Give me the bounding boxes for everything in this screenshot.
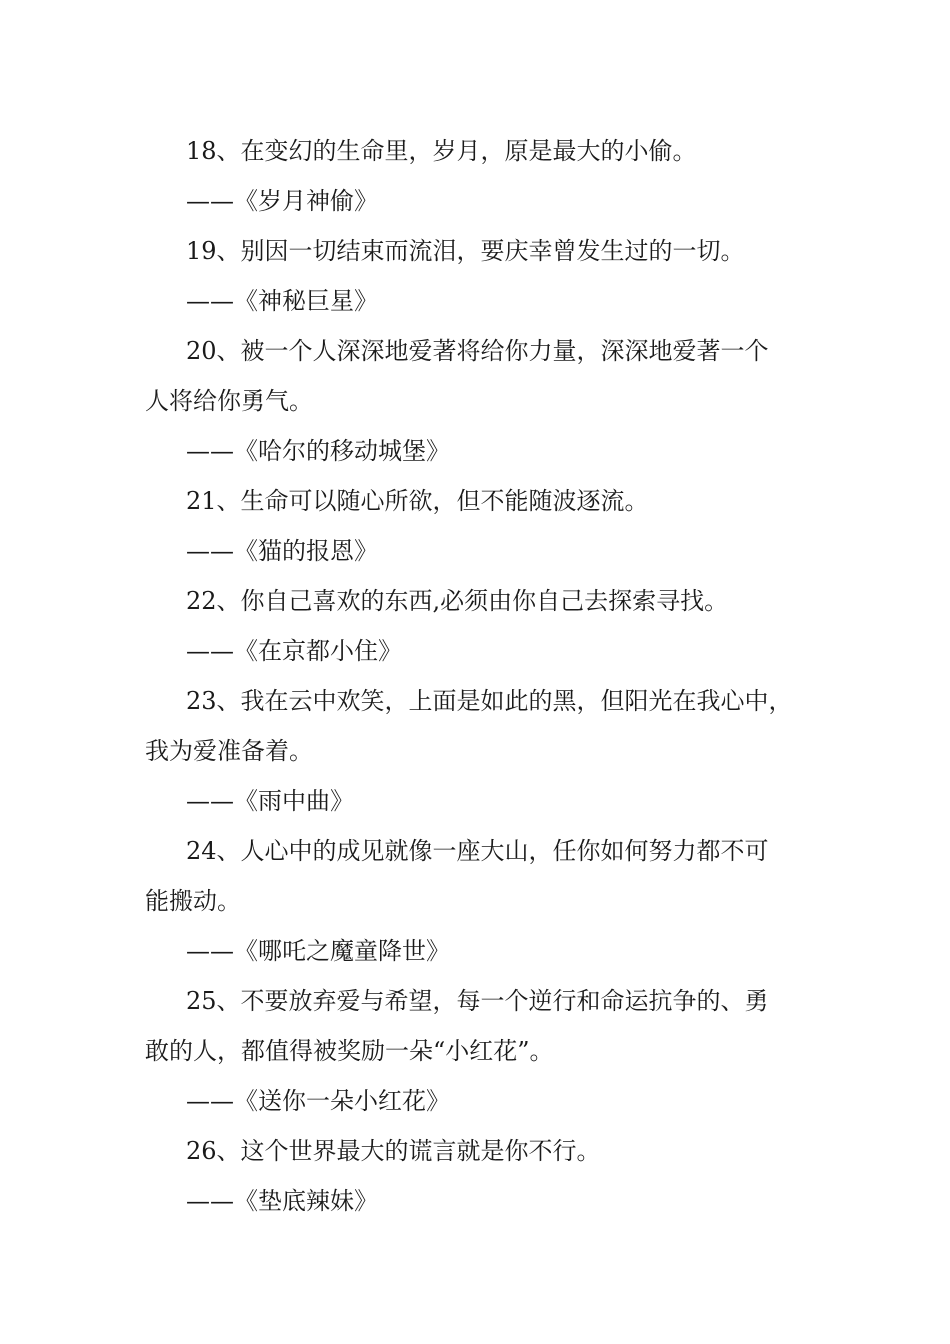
quote-21-source: ——《猫的报恩》 xyxy=(186,537,378,565)
quote-24-source: ——《哪吒之魔童降世》 xyxy=(186,937,450,965)
quote-18-source: ——《岁月神偷》 xyxy=(186,187,378,215)
quote-20-source: ——《哈尔的移动城堡》 xyxy=(186,437,450,465)
quote-21-text: 21、生命可以随心所欲，但不能随波逐流。 xyxy=(186,487,649,515)
quote-23-text: 23、我在云中欢笑，上面是如此的黑，但阳光在我心中， xyxy=(186,687,793,715)
quote-24-text: 24、人心中的成见就像一座大山，任你如何努力都不可 xyxy=(186,837,769,865)
quote-26-text: 26、这个世界最大的谎言就是你不行。 xyxy=(186,1137,601,1165)
quote-20-text: 20、被一个人深深地爱著将给你力量，深深地爱著一个 xyxy=(186,337,769,365)
quote-23-source: ——《雨中曲》 xyxy=(186,787,354,815)
quote-19-text: 19、别因一切结束而流泪，要庆幸曾发生过的一切。 xyxy=(186,237,745,265)
quote-25-text: 25、不要放弃爱与希望，每一个逆行和命运抗争的、勇 xyxy=(186,987,769,1015)
quote-25-source: ——《送你一朵小红花》 xyxy=(186,1087,450,1115)
quote-18-text: 18、在变幻的生命里，岁月，原是最大的小偷。 xyxy=(186,137,697,165)
quote-list xyxy=(145,126,815,1226)
quote-20-text-continued: 人将给你勇气。 xyxy=(145,387,313,415)
quote-24-text-continued: 能搬动。 xyxy=(145,887,241,915)
quote-25-text-continued: 敢的人，都值得被奖励一朵“小红花”。 xyxy=(145,1037,554,1065)
quote-26-source: ——《垫底辣妹》 xyxy=(186,1187,378,1215)
quote-19-source: ——《神秘巨星》 xyxy=(186,287,378,315)
quote-22-source: ——《在京都小住》 xyxy=(186,637,402,665)
quote-22-text: 22、你自己喜欢的东西,必须由你自己去探索寻找。 xyxy=(186,587,729,615)
quote-23-text-continued: 我为爱准备着。 xyxy=(145,737,313,765)
